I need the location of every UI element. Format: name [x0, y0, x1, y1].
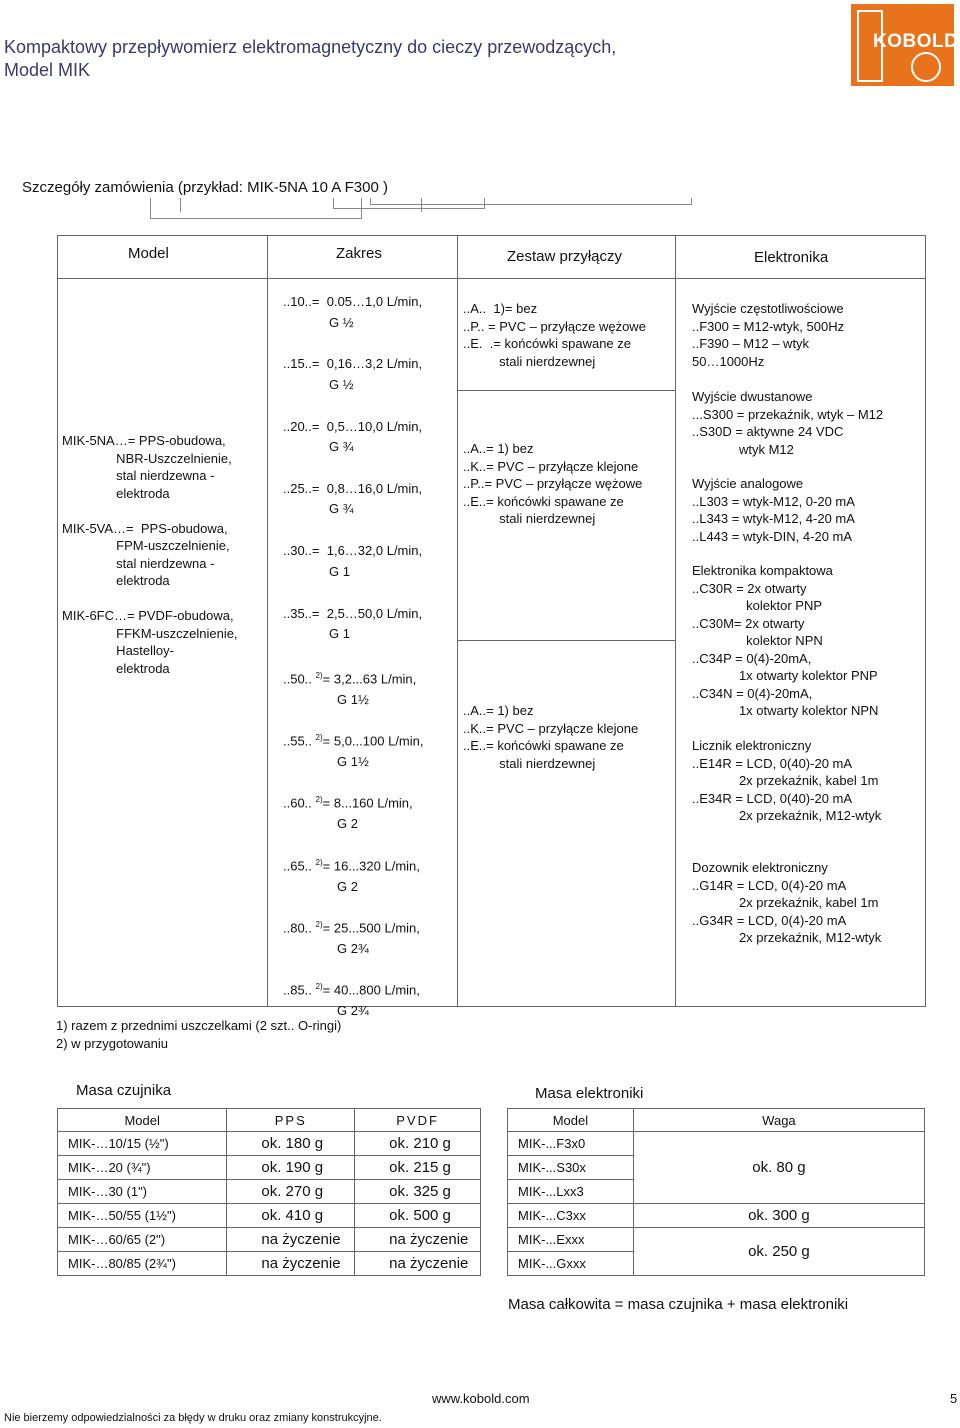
- range-code: ..30..=: [283, 543, 320, 559]
- sensor-mass-row: [58, 1156, 481, 1180]
- range-value: 0,8…16,0 L/min,: [326, 480, 423, 496]
- connection-line: stali nierdzewnej: [463, 511, 596, 526]
- range-value: 0,5…10,0 L/min,: [326, 418, 423, 434]
- model-line: elektroda: [62, 660, 170, 676]
- range-line: [283, 978, 420, 999]
- footnotes: [56, 1017, 341, 1053]
- electronics-option: 2x przekaźnik, M12-wtyk: [692, 808, 882, 823]
- bracket-electronics: [370, 198, 692, 205]
- range-footnote-ref: 2): [315, 857, 323, 867]
- order-example: Szczegóły zamówienia (przykład: MIK-5NA 10 A F300 ): [22, 179, 388, 196]
- connection-set-2: [463, 440, 642, 528]
- electronics-option: 50…1000Hz: [692, 353, 765, 369]
- document-title: [4, 36, 616, 82]
- range-code: ..10..=: [283, 294, 320, 309]
- model-line: elektroda: [62, 573, 170, 588]
- connection-line: ..E. .= końcówki spawane ze: [463, 336, 632, 351]
- sensor-weight-cell: ok. 180 g: [227, 1132, 355, 1156]
- sensor-model-cell: MIK-…60/65 (2"): [58, 1228, 227, 1252]
- logo-text: KOBOLD: [873, 31, 959, 52]
- model-list: [62, 432, 238, 677]
- elec-model-row: MIK-...Lxx3: [508, 1180, 634, 1204]
- range-thread: G 1½: [337, 753, 369, 769]
- sensor-mass-row: [58, 1252, 481, 1276]
- electronics-option: ...S300 = przekaźnik, wtyk – M12: [692, 406, 884, 422]
- sensor-weight-cell: ok. 325 g: [355, 1180, 481, 1204]
- col-divider-3: [675, 235, 676, 1006]
- header-model: Model: [128, 245, 169, 262]
- conn-divider-2: [457, 640, 675, 641]
- sensor-weight-cell: na życzenie: [227, 1228, 355, 1252]
- range-line: [283, 791, 413, 812]
- elec-model-row: MIK-...Gxxx: [508, 1252, 634, 1276]
- electronics-option: ..F300 = M12-wtyk, 500Hz: [692, 318, 845, 334]
- electronics-group: [692, 562, 878, 720]
- electronics-option: 2x przekaźnik, M12-wtyk: [692, 930, 882, 945]
- col-divider-1: [267, 235, 268, 1006]
- electronics-option: 1x otwarty kolektor PNP: [692, 668, 878, 683]
- connection-line: ..A..= 1) bez: [463, 703, 534, 718]
- connection-line: ..P.. = PVC – przyłącze wężowe: [463, 318, 646, 334]
- sensor-mass-header-pps: PPS: [227, 1109, 355, 1132]
- electronics-option: ..C30R = 2x otwarty: [692, 580, 807, 596]
- table-header-divider: [57, 278, 925, 279]
- electronics-option: kolektor NPN: [692, 633, 823, 648]
- header-electronics: Elektronika: [754, 249, 829, 266]
- range-thread: G ¾: [329, 439, 354, 455]
- elec-weight-cell: ok. 300 g: [633, 1204, 924, 1228]
- range-entry: [283, 542, 422, 580]
- range-entry: [283, 791, 413, 832]
- electronics-group-title: Wyjście dwustanowe: [692, 389, 813, 404]
- model-line: NBR-Uszczelnienie,: [62, 450, 232, 466]
- sensor-weight-cell: ok. 270 g: [227, 1180, 355, 1204]
- sensor-mass-title: Masa czujnika: [76, 1082, 172, 1099]
- sensor-mass-row: [58, 1228, 481, 1252]
- electronics-option: ..E14R = LCD, 0(40)-20 mA: [692, 755, 853, 771]
- range-thread: G ½: [329, 314, 354, 330]
- elec-weight-cell: ok. 250 g: [633, 1228, 924, 1276]
- elec-model-row: MIK-...C3xx: [508, 1204, 634, 1228]
- range-line: [283, 916, 420, 937]
- sensor-model-cell: MIK-…80/85 (2¾"): [58, 1252, 227, 1276]
- range-entry: [283, 978, 420, 1019]
- conn-divider-1: [457, 390, 675, 391]
- range-value: = 25...500 L/min,: [322, 920, 420, 936]
- range-entry: [283, 729, 424, 770]
- range-thread: G ½: [329, 376, 354, 392]
- sensor-mass-header-pvdf: PVDF: [355, 1109, 481, 1132]
- range-footnote-ref: 2): [315, 670, 323, 680]
- range-footnote-ref: 2): [315, 982, 323, 992]
- connection-line: ..P..= PVC – przyłącze wężowe: [463, 476, 643, 491]
- total-mass-formula: Masa całkowita = masa czujnika + masa elektroniki: [508, 1296, 849, 1313]
- range-thread: G 2¾: [337, 1003, 369, 1019]
- sensor-weight-cell: ok. 410 g: [227, 1204, 355, 1228]
- sensor-weight-cell: na życzenie: [355, 1228, 481, 1252]
- elec-model-row: MIK-...Exxx: [508, 1228, 634, 1252]
- range-line: [283, 605, 422, 623]
- range-value: 0,16…3,2 L/min,: [326, 356, 423, 372]
- connection-set-1: [463, 300, 646, 370]
- range-entry: [283, 916, 420, 957]
- range-thread: G 1½: [337, 691, 369, 707]
- range-line: [283, 418, 422, 436]
- range-code: ..85..: [283, 982, 312, 998]
- electronics-group-title: Elektronika kompaktowa: [692, 563, 833, 578]
- footnote-2: 2) w przygotowaniu: [56, 1036, 168, 1051]
- electronics-option: kolektor PNP: [692, 598, 823, 613]
- range-value: = 16...320 L/min,: [322, 858, 420, 874]
- sensor-model-cell: MIK-…30 (1"): [58, 1180, 227, 1204]
- range-line: [283, 854, 420, 875]
- sensor-weight-cell: na życzenie: [355, 1252, 481, 1276]
- model-line: FFKM-uszczelnienie,: [62, 625, 238, 641]
- sensor-mass-row: [58, 1180, 481, 1204]
- footnote-1: 1) razem z przednimi uszczelkami (2 szt.. O-ringi): [56, 1018, 342, 1033]
- range-thread: G 2: [337, 816, 358, 832]
- range-thread: G 2: [337, 878, 358, 894]
- electronics-option: ..L303 = wtyk-M12, 0-20 mA: [692, 493, 855, 509]
- range-value: = 8...160 L/min,: [322, 795, 413, 811]
- elec-model-row: MIK-...F3x0: [508, 1132, 634, 1156]
- connection-line: ..A..= 1) bez: [463, 441, 534, 456]
- electronics-group-title: Licznik elektroniczny: [692, 738, 812, 753]
- sensor-mass-row: [58, 1132, 481, 1156]
- connection-line: stali nierdzewnej: [463, 755, 596, 771]
- range-line: [283, 480, 422, 498]
- range-footnote-ref: 2): [315, 920, 323, 929]
- range-thread: G 1: [329, 626, 350, 641]
- range-code: ..35..=: [283, 605, 320, 621]
- title-line-1: Kompaktowy przepływomierz elektromagnetyczny do cieczy przewodzących,: [4, 37, 617, 57]
- electronics-mass-header-weight: Waga: [633, 1109, 924, 1132]
- title-line-2: Model MIK: [4, 60, 91, 80]
- range-value: 2,5…50,0 L/min,: [326, 605, 423, 621]
- electronics-group: [692, 300, 844, 370]
- connection-line: ..A.. 1)= bez: [463, 301, 538, 316]
- model-line: MIK-5VA…= PPS-obudowa,: [62, 520, 228, 536]
- range-entry: [283, 854, 420, 895]
- range-thread: G 1: [329, 563, 350, 579]
- model-line: stal nierdzewna -: [62, 555, 215, 571]
- electronics-option: 2x przekaźnik, kabel 1m: [692, 773, 879, 788]
- logo-circle: [911, 52, 941, 82]
- sensor-mass-table: [57, 1108, 481, 1276]
- range-line: [283, 355, 422, 373]
- connection-line: ..K..= PVC – przyłącze klejone: [463, 720, 639, 736]
- electronics-mass-table: [507, 1108, 925, 1276]
- range-code: ..80..: [283, 920, 312, 936]
- range-footnote-ref: 2): [315, 733, 323, 743]
- model-line: [62, 590, 238, 608]
- range-code: ..60..: [283, 795, 312, 811]
- range-entry: [283, 667, 416, 708]
- header-range: Zakres: [336, 245, 382, 262]
- range-code: ..50..: [283, 671, 312, 687]
- electronics-group: [692, 859, 881, 947]
- electronics-option: ..C34N = 0(4)-20mA,: [692, 685, 813, 701]
- sensor-model-cell: MIK-…50/55 (1½"): [58, 1204, 227, 1228]
- range-value: = 3,2...63 L/min,: [322, 671, 417, 687]
- electronics-group: [692, 388, 883, 458]
- model-line: elektroda: [62, 485, 170, 501]
- range-line: [283, 293, 422, 311]
- electronics-option: ..C30M= 2x otwarty: [692, 615, 805, 631]
- sensor-model-cell: MIK-…10/15 (½"): [58, 1132, 227, 1156]
- range-value: = 40...800 L/min,: [322, 982, 420, 998]
- electronics-option: ..L343 = wtyk-M12, 4-20 mA: [692, 511, 855, 526]
- electronics-group-title: Dozownik elektroniczny: [692, 860, 828, 875]
- range-footnote-ref: 2): [315, 795, 323, 805]
- connection-set-3: [463, 702, 638, 772]
- range-code: ..25..=: [283, 480, 320, 496]
- range-code: ..15..=: [283, 356, 320, 372]
- range-code: ..55..: [283, 733, 312, 749]
- range-entry: [283, 418, 422, 456]
- model-line: stal nierdzewna -: [62, 468, 215, 483]
- electronics-group: [692, 475, 855, 545]
- electronics-option: ..C34P = 0(4)-20mA,: [692, 650, 812, 666]
- connection-line: ..K..= PVC – przyłącze klejone: [463, 458, 639, 474]
- electronics-mass-title: Masa elektroniki: [535, 1085, 644, 1102]
- page-number: 5: [950, 1391, 958, 1406]
- model-line: [62, 502, 238, 520]
- electronics-option: ..E34R = LCD, 0(40)-20 mA: [692, 790, 853, 806]
- model-line: Hastelloy-: [62, 643, 174, 658]
- electronics-option: 2x przekaźnik, kabel 1m: [692, 895, 879, 910]
- electronics-option: ..S30D = aktywne 24 VDC: [692, 424, 844, 439]
- sensor-mass-header-model: Model: [58, 1109, 227, 1132]
- range-entry: [283, 293, 422, 331]
- electronics-option: wtyk M12: [692, 441, 794, 457]
- elec-weight-cell: ok. 80 g: [633, 1132, 924, 1204]
- sensor-weight-cell: ok. 500 g: [355, 1204, 481, 1228]
- electronics-option: 1x otwarty kolektor NPN: [692, 703, 879, 718]
- electronics-group-title: Wyjście analogowe: [692, 476, 804, 491]
- range-entry: [283, 605, 422, 643]
- sensor-weight-cell: na życzenie: [227, 1252, 355, 1276]
- electronics-option: ..G14R = LCD, 0(4)-20 mA: [692, 877, 847, 893]
- elec-model-row: MIK-...S30x: [508, 1156, 634, 1180]
- range-line: [283, 667, 416, 688]
- footer-url[interactable]: www.kobold.com: [432, 1391, 530, 1406]
- electronics-mass-header-model: Model: [508, 1109, 634, 1132]
- connection-line: stali nierdzewnej: [463, 353, 596, 369]
- electronics-option: ..G34R = LCD, 0(4)-20 mA: [692, 912, 847, 928]
- range-thread: G ¾: [329, 501, 354, 517]
- sensor-model-cell: MIK-…20 (¾"): [58, 1156, 227, 1180]
- sensor-weight-cell: ok. 210 g: [355, 1132, 481, 1156]
- electronics-option: ..F390 – M12 – wtyk: [692, 336, 810, 351]
- electronics-group: [692, 737, 881, 825]
- range-entry: [283, 355, 422, 393]
- model-line: MIK-6FC…= PVDF-obudowa,: [62, 608, 234, 623]
- range-code: ..20..=: [283, 418, 320, 434]
- connection-line: ..E..= końcówki spawane ze: [463, 738, 624, 753]
- sensor-mass-row: [58, 1204, 481, 1228]
- range-code: ..65..: [283, 858, 312, 874]
- sensor-weight-cell: ok. 190 g: [227, 1156, 355, 1180]
- electronics-group-title: Wyjście częstotliwościowe: [692, 301, 844, 316]
- sensor-weight-cell: ok. 215 g: [355, 1156, 481, 1180]
- connection-line: ..E..= końcówki spawane ze: [463, 493, 624, 509]
- range-value: = 5,0...100 L/min,: [322, 733, 424, 749]
- electronics-option: ..L443 = wtyk-DIN, 4-20 mA: [692, 528, 853, 544]
- model-line: FPM-uszczelnienie,: [62, 538, 230, 553]
- range-thread: G 2¾: [337, 940, 369, 956]
- footer-disclaimer: Nie bierzemy odpowiedzialności za błędy w druku oraz zmiany konstrukcyjne.: [4, 1412, 382, 1424]
- range-value: 1,6…32,0 L/min,: [326, 543, 423, 559]
- range-value: 0.05…1,0 L/min,: [326, 294, 423, 309]
- range-line: [283, 729, 424, 750]
- model-line: MIK-5NA…= PPS-obudowa,: [62, 433, 226, 448]
- range-entry: [283, 480, 422, 518]
- kobold-logo: [851, 4, 959, 86]
- col-divider-2: [457, 235, 458, 1006]
- range-line: [283, 542, 422, 560]
- header-connections: Zestaw przyłączy: [507, 248, 623, 265]
